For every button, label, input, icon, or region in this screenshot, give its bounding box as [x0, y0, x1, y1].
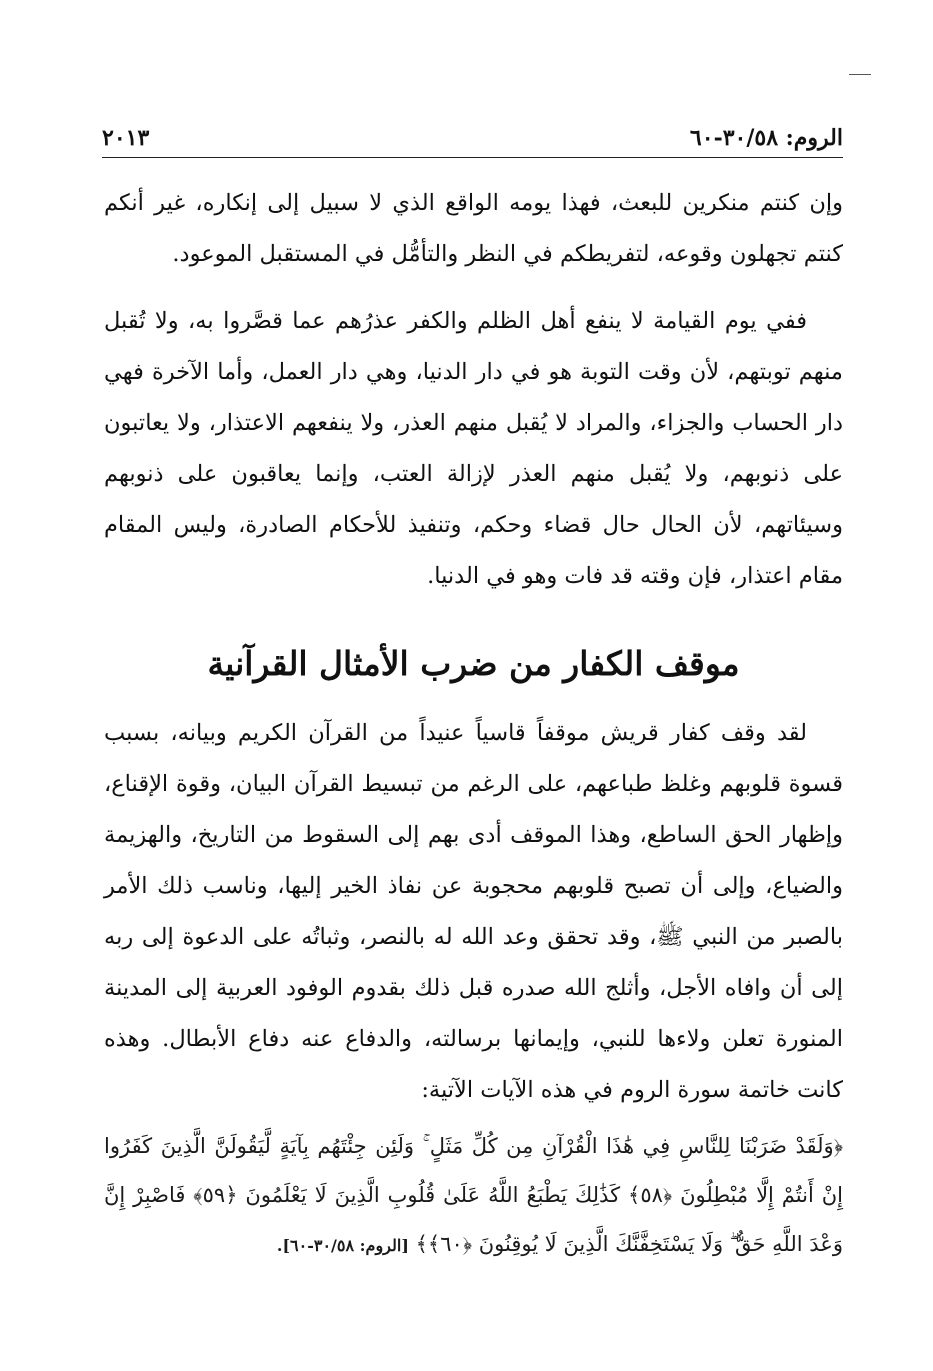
- paragraph-1: وإن كنتم منكرين للبعث، فهذا يومه الواقع الذي لا سبيل إلى إنكاره، غير أنكم كنتم تجهلون وقوعه، لتفريطكم في النظر والتأمُّل في المستقبل الموعود.: [104, 190, 843, 267]
- quran-reference: [الروم: ٣٠/٥٨-٦٠].: [276, 1236, 409, 1255]
- page-content: [104, 178, 843, 1270]
- page-header: [102, 118, 843, 158]
- header-surah-reference: الروم: ٣٠/٥٨-٦٠: [689, 125, 843, 151]
- quran-verse-text: ﴿وَلَقَدْ ضَرَبْنَا لِلنَّاسِ فِي هَٰذَا الْقُرْآنِ مِن كُلِّ مَثَلٍ ۚ وَلَئِن جِئْتَهُم بِآيَةٍ لَّيَقُولَنَّ الَّذِينَ كَفَرُوا إِنْ أَنتُمْ إِلَّا مُبْطِلُونَ ﴿٥٨﴾ كَذَٰلِكَ يَطْبَعُ اللَّهُ عَلَىٰ قُلُوبِ الَّذِينَ لَا يَعْلَمُونَ ﴿٥٩﴾ فَاصْبِرْ إِنَّ وَعْدَ اللَّهِ حَقٌّ ۖ وَلَا يَسْتَخِفَّنَّكَ الَّذِينَ لَا يُوقِنُونَ ﴿٦٠﴾﴾: [104, 1134, 843, 1256]
- paragraph-2: ففي يوم القيامة لا ينفع أهل الظلم والكفر عذرُهم عما قصَّروا به، ولا تُقبل منهم توبتهم، لأن وقت التوبة هو في دار الدنيا، وهي دار العمل، وأما الآخرة فهي دار الحساب والجزاء، والمراد لا يُقبل منهم العذر، ولا ينفعهم الاعتذار، ولا يعاتبون على ذنوبهم، ولا يُقبل منهم العذر لإزالة العتب، وإنما يعاقبون على ذنوبهم وسيئاتهم، لأن الحال حال قضاء وحكم، وتنفيذ للأحكام الصادرة، وليس المقام مقام اعتذار، فإن وقته قد فات وهو في الدنيا.: [104, 308, 843, 589]
- page-number: ٢٠١٣: [102, 125, 150, 151]
- section-title: موقف الكفار من ضرب الأمثال القرآنية: [207, 644, 740, 683]
- paragraph-3: لقد وقف كفار قريش موقفاً قاسياً عنيداً من القرآن الكريم وبيانه، بسبب قسوة قلوبهم وغلظ طباعهم، على الرغم من تبسيط القرآن البيان، وقوة الإقناع، وإظهار الحق الساطع، وهذا الموقف أدى بهم إلى السقوط من التاريخ، والهزيمة والضياع، وإلى أن تصبح قلوبهم محجوبة عن نفاذ الخير إليها، وناسب ذلك الأمر بالصبر من النبي ﷺ، وقد تحقق وعد الله له بالنصر، وثباتُه على الدعوة إلى ربه إلى أن وافاه الأجل، وأثلج الله صدره قبل ذلك بقدوم الوفود العربية إلى المدينة المنورة تعلن ولاءها للنبي، وإيمانها برسالته، والدفاع عنه دفاع الأبطال. وهذه كانت خاتمة سورة الروم في هذه الآيات الآتية:: [104, 720, 843, 1103]
- paragraph-gap: [104, 280, 843, 296]
- quran-verses: [104, 1122, 843, 1270]
- scan-corner-mark: [849, 74, 871, 75]
